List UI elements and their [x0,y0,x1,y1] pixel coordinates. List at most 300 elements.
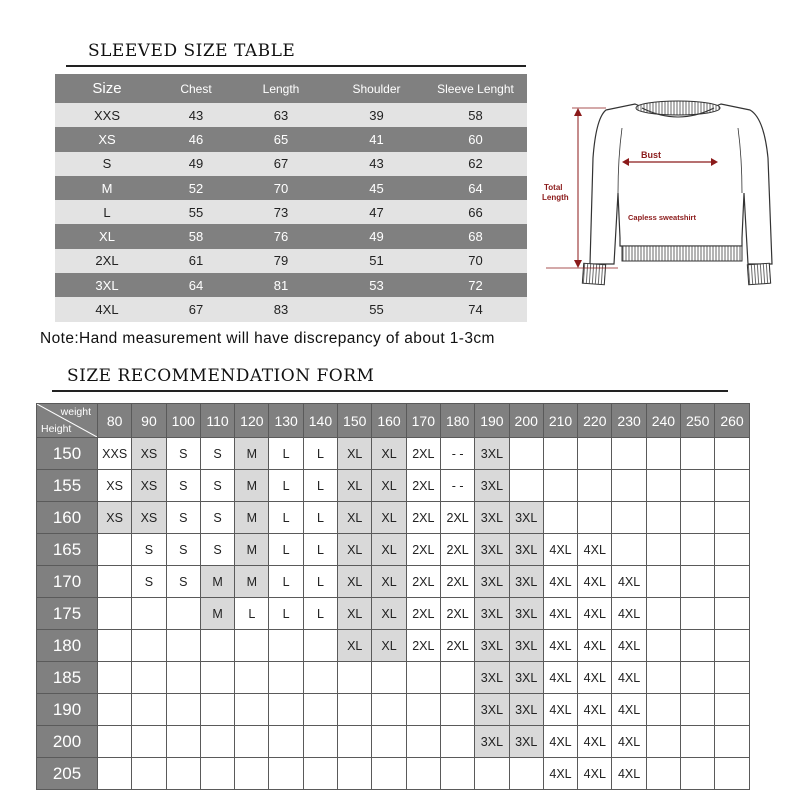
size-cell: XL [338,534,372,566]
garment-label: Capless sweatshirt [628,213,696,222]
size-cell [612,534,646,566]
height-axis-label: Height [41,423,72,435]
size-cell [440,662,474,694]
size-cell [98,694,132,726]
height-label: 165 [37,534,98,566]
size-cell [543,470,577,502]
weight-header: 210 [543,404,577,438]
size-cell [235,758,269,790]
size-cell: S [132,566,166,598]
size-cell [98,566,132,598]
height-label: 160 [37,502,98,534]
size-cell: 2XL [440,630,474,662]
size-table-cell: 47 [329,200,424,224]
size-cell [646,470,680,502]
size-table-cell: M [55,176,159,200]
size-table-cell: 61 [159,249,233,273]
size-cell [715,726,749,758]
size-cell: XL [338,502,372,534]
size-table-cell: L [55,200,159,224]
size-cell: 3XL [509,694,543,726]
size-cell [612,502,646,534]
size-cell [372,726,406,758]
size-cell [269,726,303,758]
size-cell: XS [98,502,132,534]
size-table-cell: 52 [159,176,233,200]
size-cell: 4XL [543,534,577,566]
weight-header: 100 [166,404,200,438]
size-cell [646,662,680,694]
size-cell: 2XL [440,534,474,566]
size-table-row [55,273,527,297]
size-cell: 3XL [475,566,509,598]
size-cell [200,726,234,758]
height-label: 200 [37,726,98,758]
size-cell [98,726,132,758]
size-cell [132,694,166,726]
size-recommendation-table [36,403,750,790]
size-cell: 4XL [543,662,577,694]
size-cell [269,662,303,694]
size-table-cell: 65 [233,127,329,151]
size-cell: L [269,598,303,630]
size-table-header: Size [55,74,159,103]
size-cell [269,758,303,790]
size-table-cell: 67 [159,297,233,321]
measurement-note: Note:Hand measurement will have discrepancy of about 1-3cm [40,330,495,347]
size-cell [681,662,715,694]
size-cell: L [269,438,303,470]
size-table-row [55,297,527,321]
height-row [37,726,750,758]
size-cell: 4XL [578,694,612,726]
weight-header: 150 [338,404,372,438]
size-cell [132,726,166,758]
size-cell [715,534,749,566]
height-label: 150 [37,438,98,470]
size-cell: 3XL [475,630,509,662]
weight-header: 240 [646,404,680,438]
weight-header: 140 [303,404,337,438]
size-cell: L [269,566,303,598]
size-cell [578,502,612,534]
size-table-cell: 76 [233,224,329,248]
size-cell: XL [372,598,406,630]
size-table-cell: 53 [329,273,424,297]
size-cell [303,630,337,662]
size-cell: XL [338,470,372,502]
size-table-cell: 64 [424,176,527,200]
size-table-cell: 39 [329,103,424,127]
size-cell [509,470,543,502]
size-cell [98,758,132,790]
size-table-cell: 74 [424,297,527,321]
size-cell [132,758,166,790]
size-table-cell: 45 [329,176,424,200]
size-cell [715,470,749,502]
size-table-cell: 70 [424,249,527,273]
size-cell: XS [98,470,132,502]
size-cell: L [303,566,337,598]
size-cell: XL [338,630,372,662]
size-cell [132,662,166,694]
size-table-cell: XXS [55,103,159,127]
size-cell: M [235,534,269,566]
size-cell: 3XL [509,630,543,662]
sweatshirt-diagram [538,98,778,298]
size-table-cell: 62 [424,152,527,176]
size-cell: XXS [98,438,132,470]
size-cell: XL [338,438,372,470]
weight-header: 120 [235,404,269,438]
size-cell: 4XL [543,726,577,758]
size-cell [406,726,440,758]
weight-header: 250 [681,404,715,438]
weight-header: 130 [269,404,303,438]
size-cell: 4XL [543,694,577,726]
size-cell: XL [372,502,406,534]
size-cell [681,694,715,726]
size-cell [646,726,680,758]
size-cell: S [166,534,200,566]
size-cell: 3XL [509,502,543,534]
size-cell [132,630,166,662]
size-cell [646,438,680,470]
size-table-header: Length [233,74,329,103]
size-cell: 4XL [578,534,612,566]
size-cell [338,662,372,694]
weight-header: 220 [578,404,612,438]
weight-header: 160 [372,404,406,438]
size-cell [303,726,337,758]
size-cell: L [303,534,337,566]
size-cell: 3XL [509,534,543,566]
size-cell [646,566,680,598]
size-cell: 4XL [578,630,612,662]
size-table-cell: 70 [233,176,329,200]
size-cell [681,438,715,470]
size-table-cell: 51 [329,249,424,273]
size-cell [646,534,680,566]
size-cell [166,758,200,790]
height-row [37,470,750,502]
size-cell: - - [440,438,474,470]
size-table-cell: 81 [233,273,329,297]
size-cell [715,758,749,790]
size-table-cell: 72 [424,273,527,297]
size-cell: 3XL [475,502,509,534]
size-table-cell: 83 [233,297,329,321]
size-cell: S [132,534,166,566]
size-cell: 2XL [440,502,474,534]
size-cell: 2XL [406,470,440,502]
size-cell: 3XL [475,438,509,470]
size-cell: M [200,598,234,630]
size-cell: 2XL [406,438,440,470]
size-cell [646,694,680,726]
size-cell: 2XL [406,534,440,566]
size-table-cell: XL [55,224,159,248]
size-cell: 4XL [543,758,577,790]
bust-label: Bust [641,150,661,160]
size-cell [440,726,474,758]
size-cell: XL [372,438,406,470]
size-cell: L [269,534,303,566]
weight-header: 200 [509,404,543,438]
size-cell: L [303,438,337,470]
height-row [37,534,750,566]
size-cell [681,630,715,662]
size-cell [372,662,406,694]
size-cell: S [166,566,200,598]
size-table-cell: 58 [159,224,233,248]
size-cell [440,694,474,726]
height-row [37,566,750,598]
sleeved-table-title: SLEEVED SIZE TABLE [88,41,296,61]
size-table-header: Chest [159,74,233,103]
height-row [37,630,750,662]
size-table-cell: 4XL [55,297,159,321]
height-label: 175 [37,598,98,630]
size-cell [509,758,543,790]
size-cell [269,694,303,726]
size-cell [681,470,715,502]
size-cell: 4XL [543,566,577,598]
size-cell: 3XL [475,470,509,502]
size-cell [166,662,200,694]
size-table-cell: 49 [159,152,233,176]
size-cell: 4XL [612,566,646,598]
size-cell: L [269,502,303,534]
size-cell: 3XL [509,598,543,630]
weight-axis-label: weight [60,406,91,418]
size-cell [681,534,715,566]
size-cell: 4XL [578,758,612,790]
size-cell [132,598,166,630]
height-label: 180 [37,630,98,662]
size-table-row [55,176,527,200]
recommendation-title-rule [52,390,728,392]
size-cell: XL [372,534,406,566]
size-cell: XL [372,470,406,502]
size-cell: XL [338,598,372,630]
size-cell [98,630,132,662]
size-cell: 4XL [612,598,646,630]
size-cell [372,694,406,726]
size-cell: S [166,438,200,470]
size-cell [715,598,749,630]
weight-header: 260 [715,404,749,438]
size-cell: 4XL [543,630,577,662]
size-cell: 3XL [509,726,543,758]
size-cell: S [166,502,200,534]
weight-header: 190 [475,404,509,438]
size-cell [715,438,749,470]
height-row [37,694,750,726]
size-cell: L [303,598,337,630]
size-cell [681,502,715,534]
size-cell: 4XL [578,726,612,758]
size-table-cell: 66 [424,200,527,224]
size-cell [509,438,543,470]
size-table-cell: 43 [329,152,424,176]
size-cell [646,598,680,630]
size-table-cell: 55 [159,200,233,224]
size-cell: 4XL [612,726,646,758]
size-cell [543,502,577,534]
size-cell: M [235,502,269,534]
size-table-row [55,200,527,224]
size-cell [303,758,337,790]
size-cell [235,694,269,726]
size-cell: 2XL [440,598,474,630]
size-cell [406,758,440,790]
size-cell [98,662,132,694]
size-cell: M [235,470,269,502]
size-cell: 4XL [612,758,646,790]
size-table-cell: 63 [233,103,329,127]
size-cell [646,630,680,662]
size-cell: L [235,598,269,630]
size-cell [166,694,200,726]
size-cell: S [200,534,234,566]
size-table-cell: 68 [424,224,527,248]
size-table-cell: 79 [233,249,329,273]
height-row [37,598,750,630]
size-cell: 4XL [612,694,646,726]
size-cell: 3XL [509,662,543,694]
size-cell: S [200,438,234,470]
size-cell: 2XL [406,566,440,598]
size-table-cell: 67 [233,152,329,176]
size-table-cell: 46 [159,127,233,151]
size-cell [578,438,612,470]
weight-header: 170 [406,404,440,438]
height-label: 205 [37,758,98,790]
size-table-cell: 60 [424,127,527,151]
size-cell: 3XL [475,598,509,630]
size-cell [235,726,269,758]
size-cell [646,758,680,790]
size-table-cell: S [55,152,159,176]
height-label: 170 [37,566,98,598]
size-cell: S [166,470,200,502]
sleeved-size-table [55,74,527,322]
size-cell [440,758,474,790]
size-cell [303,662,337,694]
size-cell [715,662,749,694]
size-cell [235,630,269,662]
size-table-row [55,249,527,273]
size-table-header: Sleeve Lenght [424,74,527,103]
size-table-row [55,224,527,248]
size-cell: 4XL [578,662,612,694]
size-table-cell: 49 [329,224,424,248]
weight-header: 110 [200,404,234,438]
size-cell [406,662,440,694]
size-table-cell: 73 [233,200,329,224]
size-table-cell: 2XL [55,249,159,273]
size-cell: 2XL [406,502,440,534]
weight-header: 180 [440,404,474,438]
size-cell [200,662,234,694]
size-cell: M [235,438,269,470]
size-cell [166,598,200,630]
size-cell [612,438,646,470]
size-cell [715,630,749,662]
weight-header: 230 [612,404,646,438]
size-cell: XS [132,438,166,470]
size-cell: M [200,566,234,598]
size-cell: XL [338,566,372,598]
size-table-cell: 3XL [55,273,159,297]
size-cell: 2XL [440,566,474,598]
size-cell [543,438,577,470]
size-table-row [55,152,527,176]
size-table-cell: 41 [329,127,424,151]
size-cell [338,694,372,726]
weight-header-row [37,404,750,438]
size-cell: 3XL [475,534,509,566]
size-cell [578,470,612,502]
size-cell: XL [372,630,406,662]
height-row [37,758,750,790]
size-cell [372,758,406,790]
recommendation-title: SIZE RECOMMENDATION FORM [67,366,375,386]
size-cell [166,726,200,758]
size-table-cell: XS [55,127,159,151]
height-row [37,438,750,470]
size-cell: S [200,470,234,502]
size-cell: 3XL [509,566,543,598]
size-cell: 3XL [475,694,509,726]
size-cell [681,598,715,630]
size-table-cell: 58 [424,103,527,127]
size-table-cell: 55 [329,297,424,321]
size-cell: 3XL [475,662,509,694]
size-cell: M [235,566,269,598]
size-cell [681,566,715,598]
size-cell: XL [372,566,406,598]
size-table-header: Shoulder [329,74,424,103]
size-cell: L [303,502,337,534]
size-cell [475,758,509,790]
size-cell [612,470,646,502]
size-cell [98,598,132,630]
total-length-label-line2: Length [542,193,569,202]
size-cell: 3XL [475,726,509,758]
size-cell [681,758,715,790]
corner-header [37,404,98,438]
size-cell: L [269,470,303,502]
size-cell [646,502,680,534]
sweatshirt-outline [582,101,772,285]
size-cell: XS [132,470,166,502]
height-row [37,662,750,694]
size-cell [715,694,749,726]
size-cell: 4XL [612,630,646,662]
size-table-row [55,103,527,127]
height-row [37,502,750,534]
size-cell [200,694,234,726]
size-cell: S [200,502,234,534]
height-label: 185 [37,662,98,694]
weight-header: 90 [132,404,166,438]
size-cell: - - [440,470,474,502]
size-table-cell: 43 [159,103,233,127]
size-cell: XS [132,502,166,534]
total-length-label-line1: Total [544,183,563,192]
